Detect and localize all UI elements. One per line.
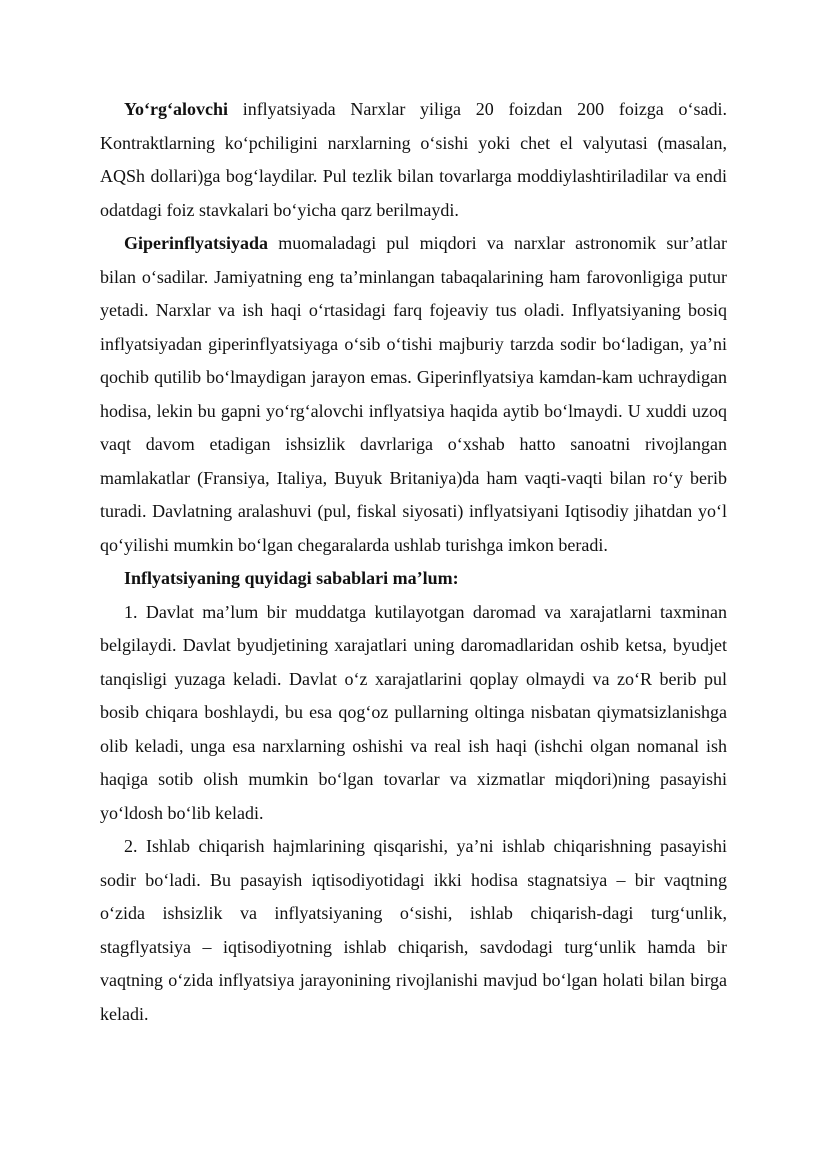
paragraph-text: muomaladagi pul miqdori va narxlar astronomik sur’atlar bilan o‘sadilar. Jamiyatning eng ta’minlangan tabaqalarining ham farovonligiga putur yetadi. Narxlar va ish haqi o‘rtasidagi farq fojeaviy tus oladi. Inflyatsiyaning bosiq inflyatsiyadan giperinflyatsiyaga o‘sib o‘tishi majburiy tarzda sodir bo‘ladigan, ya’ni qochib qutilib bo‘lmaydigan jarayon emas. Giperinflyatsiya kamdan-kam uchraydigan hodisa, lekin bu gapni yo‘rg‘alovchi inflyatsiya haqida aytib bo‘lmaydi. U xuddi uzoq vaqt davom etadigan ishsizlik davrlariga o‘xshab hatto sanoatni rivojlangan mamlakatlar (Fransiya, Italiya, Buyuk Britaniya)da ham vaqti-vaqti bilan ro‘y berib turadi. Davlatning aralashuvi (pul, fiskal siyosati) inflyatsiyani Iqtisodiy jihatdan yo‘l qo‘yilishi mumkin bo‘lgan chegaralarda ushlab turishga imkon beradi. bbox=[100, 233, 727, 555]
term-creeping-inflation: Yo‘rg‘alovchi bbox=[124, 99, 228, 119]
section-heading: Inflyatsiyaning quyidagi sabablari ma’lum: bbox=[124, 568, 459, 588]
list-item-1: 1. Davlat ma’lum bir muddatga kutilayotgan daromad va xarajatlarni taxminan belgilaydi. Davlat byudjetining xarajatlari uning daromadlaridan oshib ketsa, byudjet tanqisligi yuzaga keladi. Davlat o‘z xarajatlarini qoplay olmaydi va zo‘R berib pul bosib chiqara boshlaydi, bu esa qog‘oz pullarning oltinga nisbatan qiymatsizlanishga olib keladi, unga esa narxlarning oshishi va real ish haqi (ishchi olgan nomanal ish haqiga sotib olish mumkin bo‘lgan tovarlar va xizmatlar miqdori)ning pasayishi yo‘ldosh bo‘lib keladi. bbox=[100, 601, 727, 823]
paragraph-hyperinflation bbox=[100, 227, 727, 562]
document-page bbox=[100, 93, 727, 1031]
term-hyperinflation: Giperinflyatsiyada bbox=[124, 233, 269, 253]
paragraph-text: inflyatsiyada Narxlar yiliga 20 foizdan 200 foizga o‘sadi. Kontraktlarning ko‘pchiligini narxlarning o‘sishi yoki chet el valyutasi (masalan, AQSh dollari)ga bog‘laydilar. Pul tezlik bilan tovarlarga moddiylashtiriladilar va endi odatdagi foiz stavkalari bo‘yicha qarz berilmaydi. bbox=[100, 99, 727, 220]
paragraph-creeping-inflation bbox=[100, 93, 727, 227]
list-item-2: 2. Ishlab chiqarish hajmlarining qisqarishi, ya’ni ishlab chiqarishning pasayishi sodir bo‘ladi. Bu pasayish iqtisodiyotidagi ikki hodisa stagnatsiya – bir vaqtning o‘zida ishsizlik va inflyatsiyaning o‘sishi, ishlab chiqarish-dagi turg‘unlik, stagflyatsiya – iqtisodiyotning ishlab chiqarish, savdodagi turg‘unlik hamda bir vaqtning o‘zida inflyatsiya jarayonining rivojlanishi mavjud bo‘lgan holati bilan birga keladi. bbox=[100, 836, 727, 1024]
